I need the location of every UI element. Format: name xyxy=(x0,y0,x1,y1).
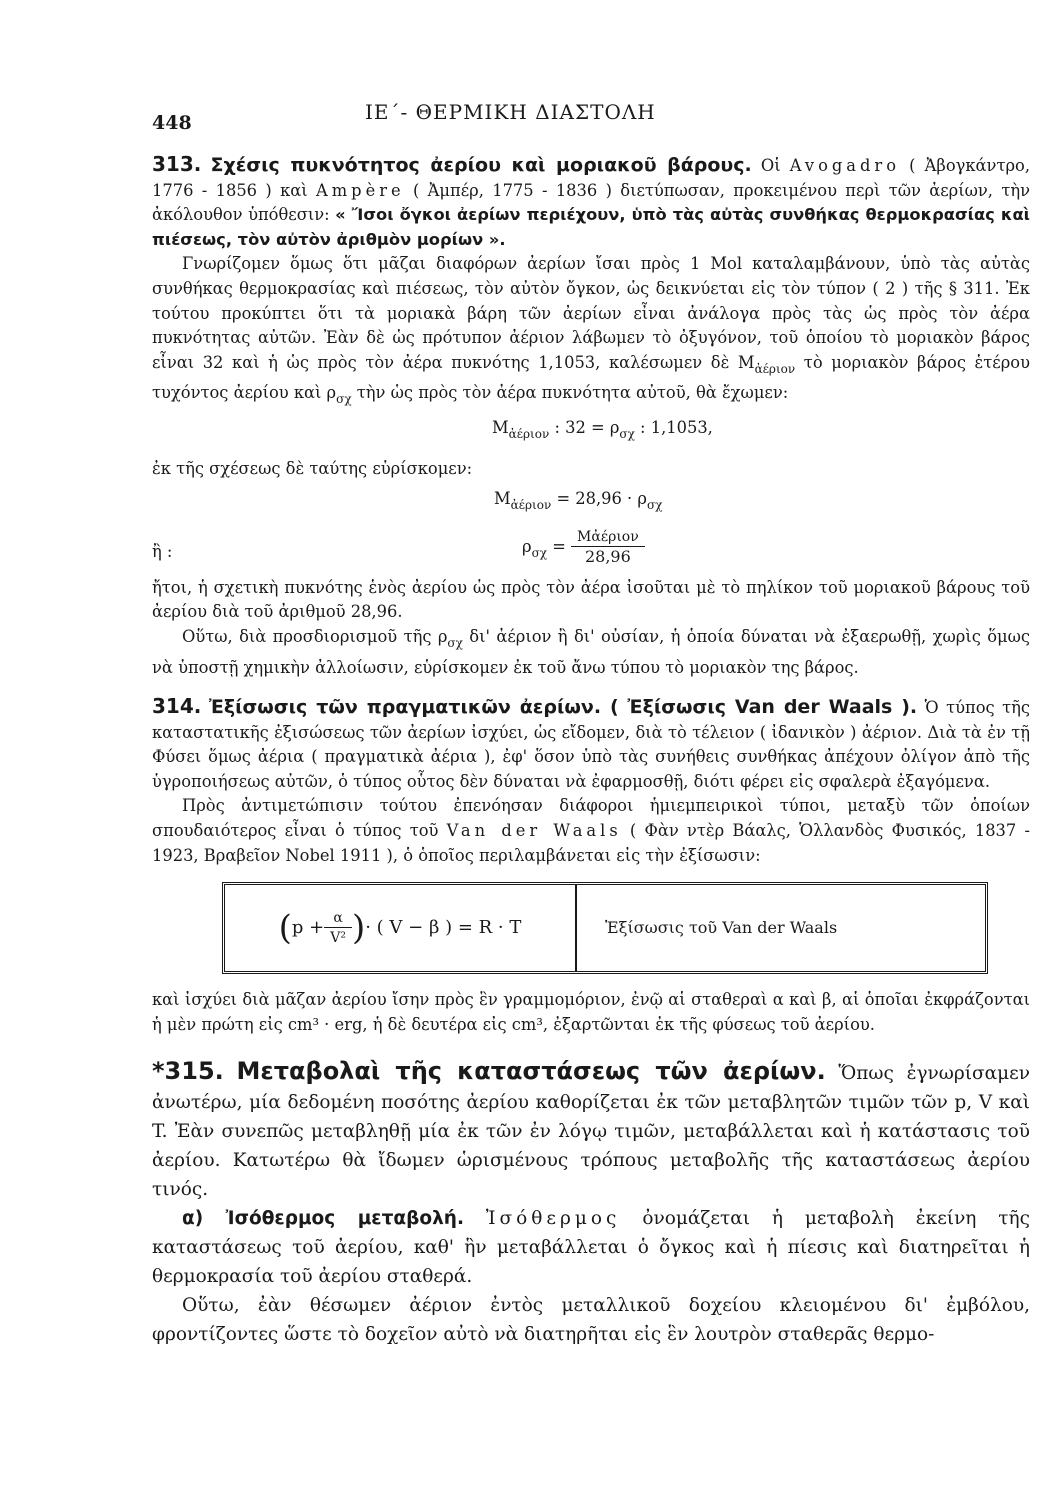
name-avogadro: Avogadro xyxy=(789,156,901,175)
text: ρ xyxy=(522,536,532,556)
name-ampere: Ampère xyxy=(315,180,405,200)
section-314-paragraph-1 xyxy=(152,694,1030,794)
text: Ὅπως ἐγνωρίσαμεν ἀνωτέρω, μία δεδομένη ποσότης ἀερίου καθορίζεται ἐκ τῶν μεταβλητῶν τιμῶν τῶν p, V καὶ T. Ἐὰν συνεπῶς μεταβληθῇ μία ἐκ τῶν ἐν λόγῳ τιμῶν, μεταβάλλεται καὶ ἡ κατάστασις τοῦ ἀερίου. Κατωτέρω θὰ ἴδωμεν ὡρισμένους τρόπους μεταβολῆς τῆς καταστάσεως ἀερίου τινός. xyxy=(152,1063,1030,1201)
section-314-paragraph-2 xyxy=(152,794,1030,868)
fraction xyxy=(571,528,645,567)
text: Οἱ xyxy=(760,156,790,175)
text: Γνωρίζομεν ὅμως ὅτι μᾶζαι διαφόρων ἀερίων ἴσαι πρὸς 1 Mol καταλαμβάνουν, ὑπὸ τὰς αὐτὰς συνθήκας θερμοκρασίας καὶ πιέσεως, τὸν αὐτὸν ὄγκον, ὡς δεικνύεται εἰς τὸν τύπον ( 2 ) τῆς § 311. Ἐκ τούτου προκύπτει ὅτι τὰ μοριακὰ βάρη τῶν ἀερίων εἶναι ἀνάλογα πρὸς τὰς ὡς πρὸς τὸν ἀέρα πυκνότητας αὐτῶν. Ἐὰν δὲ ὡς πρότυπον ἀέριον λάβωμεν τὸ ὀξυγόνον, τοῦ ὁποίου τὸ μοριακὸν βάρος εἶναι 32 καὶ ἡ ὡς πρὸς τὸν ἀέρα πυκνότης 1,1053, καλέσωμεν δὲ M xyxy=(152,254,1030,372)
subscript: σχ xyxy=(336,392,352,407)
equation-2 xyxy=(152,487,1030,518)
avogadro-hypothesis: « Ἴσοι ὄγκοι ἀερίων περιέχουν, ὑπὸ τὰς αὐτὰς συνθήκας θερμοκρασίας καὶ πιέσεως, τὸν αὐτὸν ἀριθμὸν μορίων ». xyxy=(152,205,1030,249)
text: : 1,1053, xyxy=(634,417,713,437)
fraction-denominator: V² xyxy=(330,929,346,946)
fraction xyxy=(324,909,352,948)
text: M xyxy=(494,489,511,509)
term-isothermal: Ἰσόθερμος xyxy=(485,1208,621,1230)
subscript: σχ xyxy=(531,545,548,560)
text: Οὕτω, διὰ προσδιορισμοῦ τῆς ρ xyxy=(182,626,448,646)
fraction-numerator: α xyxy=(324,909,352,928)
section-315-subsection-a xyxy=(152,1204,1030,1291)
text: ( Ἀβογκάντρο, 1776 - 1856 ) καὶ xyxy=(152,156,1030,200)
section-313-paragraph-1 xyxy=(152,152,1030,252)
text: ( Φὰν ντὲρ Βάαλς, Ὁλλανδὸς Φυσικός, 1837 - 1923, Βραβεῖον Nobel 1911 ), ὁ ὁποῖος περιλαμβάνεται εἰς τὴν ἐξίσωσιν: xyxy=(152,821,1030,865)
section-313-paragraph-4: ἤτοι, ἡ σχετικὴ πυκνότης ἑνὸς ἀερίου ὡς πρὸς τὸν ἀέρα ἰσοῦται μὲ τὸ πηλίκον τοῦ μοριακοῦ βάρους τοῦ ἀερίου διὰ τοῦ ἀριθμοῦ 28,96. xyxy=(152,577,1030,622)
subscript: σχ xyxy=(447,635,463,650)
text: ὀνομάζεται ἡ μεταβολὴ ἐκείνη τῆς καταστάσεως τοῦ ἀερίου, καθ' ἣν μεταβάλλεται ὁ ὄγκος καὶ ἡ πίεσις καὶ διατηρεῖται ἡ θερμοκρασία τοῦ ἀερίου σταθερά. xyxy=(152,1208,1030,1288)
subscript: ἀέριον xyxy=(508,426,550,441)
subscript: ἀέριον xyxy=(754,361,796,376)
text: Πρὸς ἀντιμετώπισιν τούτου ἐπενόησαν διάφοροι ἡμιεμπειρικοὶ τύποι, μεταξὺ τῶν ὁποίων σπουδαιότερος εἶναι ὁ τύπος τοῦ xyxy=(152,796,1030,841)
subscript: σχ xyxy=(619,426,635,441)
right-paren: ) xyxy=(351,907,366,948)
page-number: 448 xyxy=(152,112,192,134)
section-315-paragraph-1 xyxy=(152,1057,1030,1204)
text: p + xyxy=(291,916,325,938)
section-315-title: Μεταβολαὶ τῆς καταστάσεως τῶν ἀερίων. xyxy=(236,1057,826,1086)
text: τὴν ὡς πρὸς τὸν ἀέρα πυκνότητα αὐτοῦ, θὰ ἔχωμεν: xyxy=(351,383,789,403)
section-314-paragraph-3: καὶ ἰσχύει διὰ μᾶζαν ἀερίου ἴσην πρὸς ἓν γραμμομόριον, ἐνῷ αἱ σταθεραὶ α καὶ β, αἱ ὁποῖαι ἐκφράζονται ἡ μὲν πρώτη εἰς cm³ · erg, ἡ δὲ δευτέρα εἰς cm³, ἐξαρτῶνται ἐκ τῆς φύσεως τοῦ ἀερίου. xyxy=(152,990,1030,1034)
subscript: ἀέριον xyxy=(510,498,552,513)
section-313-paragraph-2 xyxy=(152,252,1030,412)
text: δι' ἀέριον ἢ δι' οὐσίαν, ἡ ὁποία δύναται νὰ ἐξαερωθῇ, χωρὶς ὅμως νὰ ὑποστῇ χημικὴν ἀλλοίωσιν, εὑρίσκομεν ἐκ τοῦ ἄνω τύπου τὸ μοριακὸν της βάρος. xyxy=(152,626,1030,677)
fraction-numerator: Mἀέριον xyxy=(571,528,645,547)
section-315-number: *315. xyxy=(152,1057,224,1086)
text: Ὁ τύπος τῆς καταστατικῆς ἐξισώσεως τῶν ἀερίων ἰσχύει, ὡς εἴδομεν, διὰ τὸ τέλειον ( ἰδανικὸν ) ἀέριον. Διὰ τὰ ἐν τῇ Φύσει ὅμως ἀέρια ( πραγματικὰ ἀέρια ), ἐφ' ὅσον ὑπὸ τὰς συνήθεις συνθήκας ἀπέχουν ὀλίγον ἀπὸ τῆς ὑγροποιήσεως αὐτῶν, ὁ τύπος οὗτος δὲν δύναται νὰ ἐφαρμοσθῇ, διότι φέρει εἰς σφαλερὰ ἐξαγόμενα. xyxy=(152,698,1030,791)
equation-1 xyxy=(152,416,1030,447)
left-paren: ( xyxy=(278,907,292,948)
section-314-title: Ἐξίσωσις τῶν πραγματικῶν ἀερίων. xyxy=(208,696,602,719)
section-314-number: 314. xyxy=(152,694,202,719)
equation-3 xyxy=(152,526,1030,572)
text: τὸ μοριακὸν βάρος ἑτέρου τυχόντος ἀερίου καὶ ρ xyxy=(152,352,1030,403)
fraction-denominator: 28,96 xyxy=(584,546,631,566)
running-title: ΙΕ΄- ΘΕΡΜΙΚΗ ΔΙΑΣΤΟΛΗ xyxy=(365,100,656,124)
subscript: σχ xyxy=(646,498,663,513)
text: ( Ἀμπέρ, 1775 - 1836 ) διετύπωσαν, προκειμένου περὶ τῶν ἀερίων, τὴν ἀκόλουθον ὑπόθεσιν: xyxy=(152,180,1030,225)
section-315-paragraph-2: Οὕτω, ἐὰν θέσωμεν ἀέριον ἐντὸς μεταλλικοῦ δοχείου κλειομένου δι' ἐμβόλου, φροντίζοντες ὥστε τὸ δοχεῖον αὐτὸ νὰ διατηρῆται εἰς ἓν λουτρὸν σταθερᾶς θερμο- xyxy=(152,1295,1030,1346)
page-body xyxy=(152,152,1030,1349)
van-der-waals-formula xyxy=(225,885,577,971)
van-der-waals-label: Ἐξίσωσις τοῦ Van der Waals xyxy=(605,917,838,937)
subsection-a-label: α) Ἰσόθερμος μεταβολή. xyxy=(182,1208,464,1230)
section-313-paragraph-5 xyxy=(152,625,1030,680)
text: : 32 = ρ xyxy=(549,417,620,437)
equation-3-body xyxy=(522,528,645,567)
section-314-title-paren: ( Ἐξίσωσις Van der Waals ). xyxy=(601,696,918,719)
van-der-waals-equation-box xyxy=(222,882,988,974)
text: · ( V − β ) = R · T xyxy=(365,916,522,938)
name-van-der-waals: Van der Waals xyxy=(446,821,622,841)
section-313-number: 313. xyxy=(152,152,202,176)
text: M xyxy=(492,417,509,437)
page-header xyxy=(152,100,1000,140)
text: = xyxy=(547,536,572,556)
text: = 28,96 · ρ xyxy=(551,489,647,509)
equation-3-label: ἢ : xyxy=(152,541,173,561)
section-313-paragraph-3: ἐκ τῆς σχέσεως δὲ ταύτης εὑρίσκομεν: xyxy=(152,458,473,478)
section-313-title: Σχέσις πυκνότητος ἀερίου καὶ μοριακοῦ βάρους. xyxy=(210,154,752,176)
